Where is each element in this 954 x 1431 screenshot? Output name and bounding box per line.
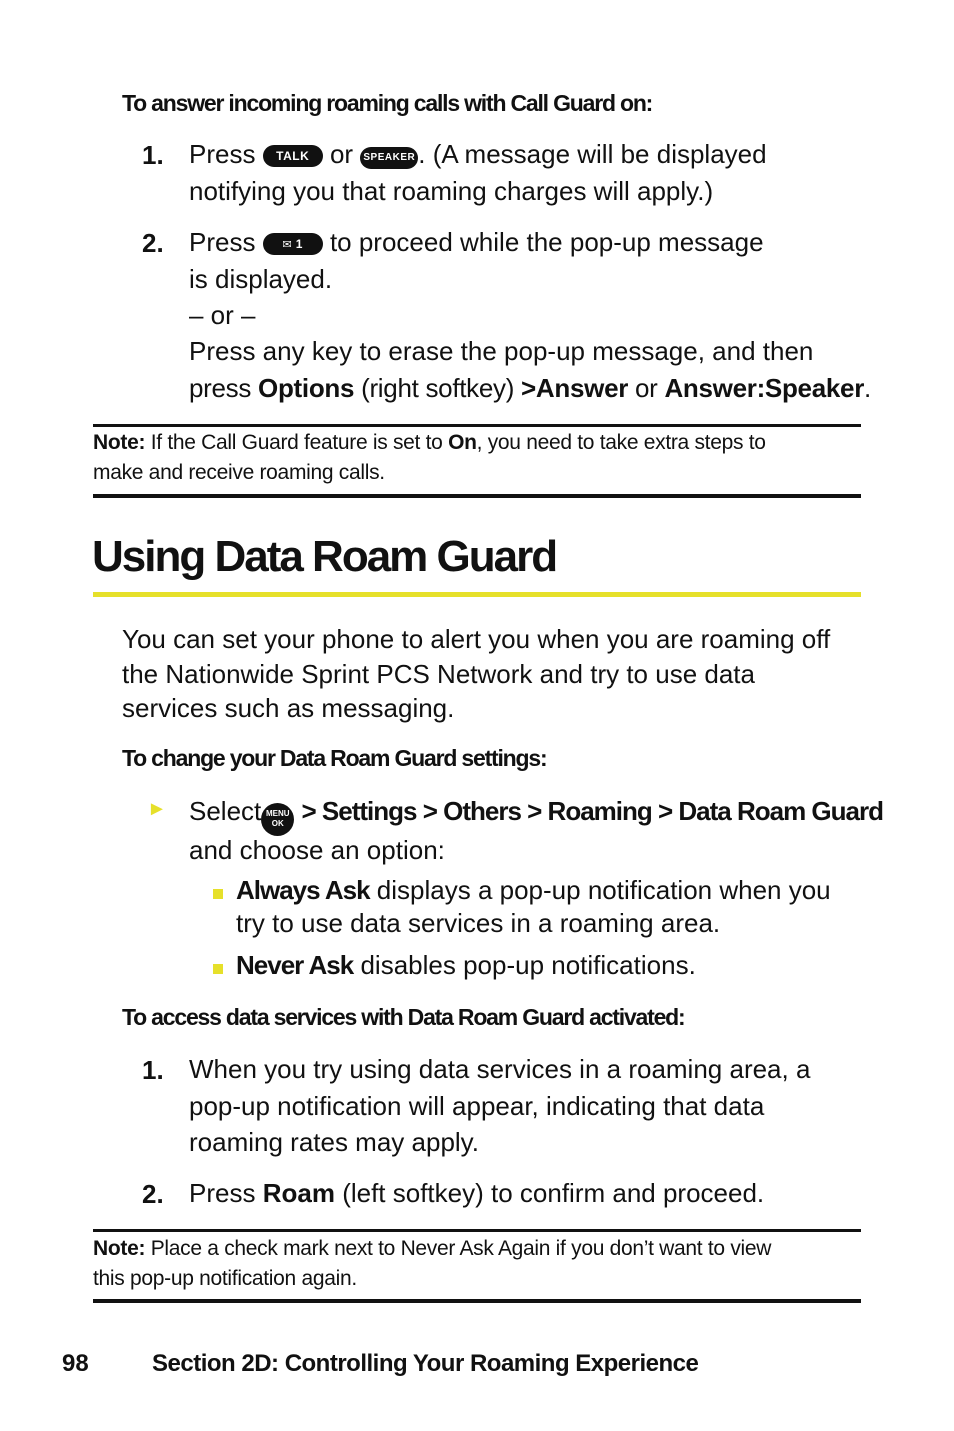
press-text: press	[189, 373, 252, 403]
step-1-line-1	[189, 136, 767, 173]
menu-separator: >	[521, 373, 536, 403]
menu-icon-bottom: OK	[271, 819, 284, 828]
step-number: 1.	[142, 1055, 164, 1085]
option-desc: disables pop-up notifications.	[360, 950, 696, 980]
answer-option: Answer	[535, 373, 629, 403]
note-top-rule	[93, 424, 861, 427]
option-never-ask	[236, 949, 696, 982]
period: .	[864, 373, 871, 403]
step-2-line-4: Press any key to erase the pop-up message, and then	[189, 336, 814, 366]
subheading-access-data: To access data services with Data Roam Guard activated:	[122, 1004, 685, 1030]
option-desc: displays a pop-up notification when you	[376, 875, 831, 905]
option-name: Always Ask	[236, 875, 370, 905]
note-2	[93, 1234, 861, 1264]
note-bottom-rule	[93, 494, 861, 498]
select-instruction	[189, 793, 883, 836]
step-2-rest: to proceed while the pop-up message	[329, 227, 764, 257]
talk-key-icon: TALK	[263, 145, 323, 167]
step-number: 2.	[142, 1179, 164, 1209]
on-value: On	[448, 431, 477, 454]
option-always-ask	[236, 874, 831, 907]
square-bullet-icon	[213, 889, 223, 899]
step-2-line-2: is displayed.	[189, 264, 333, 294]
option-name: Never Ask	[236, 950, 354, 980]
or-text: or	[634, 373, 658, 403]
footer-section-title: Section 2D: Controlling Your Roaming Experience	[152, 1350, 699, 1377]
menu-path: > Settings > Others > Roaming > Data Roam Guard	[301, 796, 883, 826]
access-step-1-line-3: roaming rates may apply.	[189, 1127, 479, 1157]
option-always-ask-line-2: try to use data services in a roaming area.	[236, 908, 721, 938]
note-bottom-rule	[93, 1299, 861, 1303]
answer-speaker-option: Answer:Speaker	[664, 373, 865, 403]
note-text: Place a check mark next to Never Ask Again if you don’t want to view	[150, 1237, 772, 1260]
key-1-icon	[263, 233, 323, 255]
access-step-1-line-1: When you try using data services in a roaming area, a	[189, 1054, 811, 1084]
select-line-2: and choose an option:	[189, 835, 445, 865]
or-separator: – or –	[189, 300, 256, 330]
step-2-line-5	[189, 370, 871, 407]
or-text: or	[329, 139, 354, 169]
press-text: Press	[189, 227, 256, 257]
right-softkey-text: (right softkey)	[361, 373, 515, 403]
step-number: 2.	[142, 228, 164, 258]
note-label: Note:	[93, 431, 146, 454]
subheading-answer-calls: To answer incoming roaming calls with Call Guard on:	[122, 90, 653, 116]
note-1	[93, 428, 861, 458]
step-text: (left softkey) to confirm and proceed.	[342, 1178, 765, 1208]
note-label: Note:	[93, 1237, 146, 1260]
key-1-label: 1	[295, 237, 303, 251]
press-text: Press	[189, 139, 256, 169]
section-title: Using Data Roam Guard	[92, 532, 557, 581]
note-1-line-2: make and receive roaming calls.	[93, 461, 385, 484]
page-number: 98	[62, 1350, 89, 1377]
note-top-rule	[93, 1229, 861, 1232]
speaker-key-icon: SPEAKER	[360, 147, 418, 169]
arrow-bullet-icon: ►	[147, 798, 167, 820]
step-1-rest: . (A message will be displayed	[418, 139, 767, 169]
menu-icon-top: MENU	[265, 809, 290, 818]
options-softkey-label: Options	[258, 373, 355, 403]
access-step-2	[189, 1175, 764, 1212]
note-text-cont: , you need to take extra steps to	[476, 431, 766, 454]
note-2-line-2: this pop-up notification again.	[93, 1267, 357, 1290]
intro-paragraph: You can set your phone to alert you when you are roaming off the Nationwide Sprint PCS Network and try to use data services such as messaging.	[122, 624, 831, 723]
subheading-change-settings: To change your Data Roam Guard settings:	[122, 745, 547, 771]
select-text: Select	[189, 796, 262, 826]
square-bullet-icon	[213, 964, 223, 974]
envelope-icon: ✉	[282, 239, 296, 251]
access-step-1-line-2: pop-up notification will appear, indicating that data	[189, 1091, 765, 1121]
press-text: Press	[189, 1178, 256, 1208]
title-underline	[93, 592, 861, 597]
step-number: 1.	[142, 140, 164, 170]
step-2-line-1	[189, 224, 764, 261]
step-1-line-2: notifying you that roaming charges will apply.)	[189, 176, 714, 206]
roam-softkey-label: Roam	[262, 1178, 335, 1208]
note-text: If the Call Guard feature is set to	[150, 431, 443, 454]
